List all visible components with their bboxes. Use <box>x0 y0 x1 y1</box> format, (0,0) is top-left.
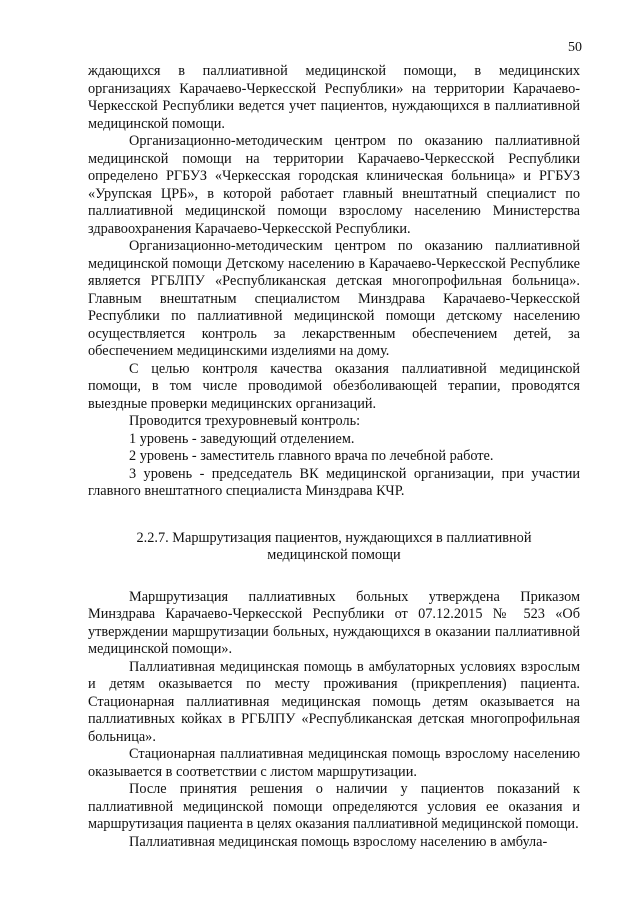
paragraph-outpatient-care: Паллиативная медицинская помощь в амбулаторных условиях взрослым и детям оказывается по месту проживания (прикрепления) пациента. Стационарная паллиативная медицинская помощь детям оказывается на паллиативных койках в РГБЛПУ «Республиканская детская многопрофильная больница». <box>88 658 580 745</box>
paragraph-methodical-center-children: Организационно-методическим центром по оказанию паллиативной медицинской помощи Детскому населению в Карачаево-Черкесской Республике является РГБЛПУ «Республиканская детская многопрофильная больница». Главным внештатным специалистом Минздрава Карачаево-Черкесской Республики по паллиативной медицинской помощи детскому населению осуществляется контроль за лекарственным обеспечением детей, за обеспечением медицинскими изделиями на дому. <box>88 238 580 359</box>
paragraph-inpatient-adult: Стационарная паллиативная медицинская помощь взрослому населению оказывается в соответствии с листом маршрутизации. <box>88 746 580 780</box>
control-level-1: 1 уровень - заведующий отделением. <box>129 430 355 447</box>
section-heading-line-1: 2.2.7. Маршрутизация пациентов, нуждающихся в паллиативной <box>136 529 532 546</box>
page-number: 50 <box>568 40 582 55</box>
paragraph-three-level-control: Проводится трехуровневый контроль: <box>129 413 361 429</box>
paragraph-methodical-center-adult: Организационно-методическим центром по оказанию паллиативной медицинской помощи на территории Карачаево-Черкесской Республики определено РГБУЗ «Черкесская городская клиническая больница» и РГБУЗ «Урупская ЦРБ», в которой работает главный внештатный специалист по паллиативной медицинской помощи взрослому населению Министерства здравоохранения Карачаево-Черкесской Республики. <box>88 133 580 237</box>
control-level-3: 3 уровень - председатель ВК медицинской организации, при участии главного внештатного специалиста Минздрава КЧР. <box>88 465 580 499</box>
document-body <box>88 63 580 851</box>
paragraph-routing-order: Маршрутизация паллиативных больных утверждена Приказом Минздрава Карачаево-Черкесской Республики от 07.12.2015 № 523 «Об утверждении маршрутизации больных, нуждающихся в оказании паллиативной медицинской помощи». <box>88 588 580 657</box>
paragraph-decision-conditions: После принятия решения о наличии у пациентов показаний к паллиативной медицинской помощи определяются условия ее оказания и маршрутизация пациента в целях оказания паллиативной медицинской помощи. <box>88 781 580 832</box>
paragraph-continuation: ждающихся в паллиативной медицинской помощи, в медицинских организациях Карачаево-Черкесской Республики» на территории Карачаево-Черкесской Республики ведется учет пациентов, нуждающихся в паллиативной медицинской помощи. <box>88 63 580 132</box>
control-level-2: 2 уровень - заместитель главного врача по лечебной работе. <box>129 448 494 464</box>
paragraph-adult-outpatient-start: Паллиативная медицинская помощь взрослому населению в амбула- <box>129 833 548 850</box>
section-heading-line-2: медицинской помощи <box>267 547 401 563</box>
paragraph-quality-control: С целью контроля качества оказания паллиативной медицинской помощи, в том числе проводимой обезболивающей терапии, проводятся выездные проверки медицинских организаций. <box>88 360 580 412</box>
section-heading <box>88 530 580 565</box>
